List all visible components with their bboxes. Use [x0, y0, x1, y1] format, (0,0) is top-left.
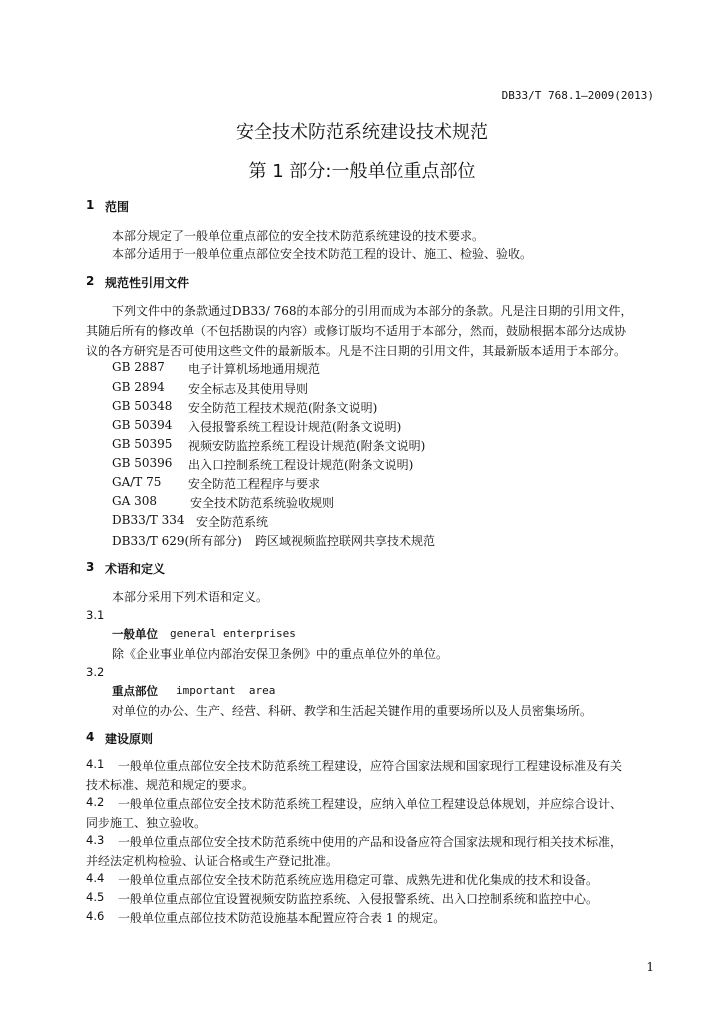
reference-code: GB 2894 — [112, 380, 165, 394]
section-4-number: 4 — [86, 730, 95, 744]
reference-code: GA/T 75 — [112, 475, 162, 489]
reference-code: DB33/T 629(所有部分) — [112, 534, 242, 548]
document-title: 安全技术防范系统建设技术规范 — [236, 122, 488, 143]
reference-code: DB33/T 334 — [112, 513, 185, 527]
reference-code: GB 50396 — [112, 456, 173, 470]
section-3-title: 术语和定义 — [105, 562, 166, 576]
section-2-title: 规范性引用文件 — [105, 276, 190, 290]
term-number: 3.2 — [86, 665, 105, 679]
reference-title: 安全防范系统 — [196, 515, 269, 529]
section-1-title: 范围 — [105, 200, 130, 214]
clause-number: 4.1 — [86, 757, 105, 771]
section-1-paragraph: 本部分适用于一般单位重点部位安全技术防范工程的设计、施工、检验、验收。 — [112, 247, 533, 261]
clause-number: 4.5 — [86, 890, 105, 904]
clause-number: 4.6 — [86, 909, 105, 923]
term-name: 重点部位 — [112, 684, 158, 698]
section-2-number: 2 — [86, 274, 95, 288]
reference-code: GB 50348 — [112, 399, 173, 413]
reference-title: 视频安防监控系统工程设计规范(附条文说明) — [188, 439, 426, 453]
term-number: 3.1 — [86, 608, 105, 622]
reference-title: 安全标志及其使用导则 — [188, 382, 309, 396]
section-3-intro: 本部分采用下列术语和定义。 — [112, 590, 269, 604]
clause-text: 一般单位重点部位安全技术防范系统工程建设，应纳入单位工程建设总体规划，并应综合设计、 — [118, 797, 623, 811]
reference-code: GB 50395 — [112, 437, 173, 451]
reference-title: 安全技术防范系统验收规则 — [190, 496, 335, 510]
reference-title: 出入口控制系统工程设计规范(附条文说明) — [188, 458, 414, 472]
clause-text: 一般单位重点部位安全技术防范系统中使用的产品和设备应符合国家法规和现行相关技术标准， — [118, 835, 623, 849]
reference-title: 电子计算机场地通用规范 — [188, 362, 321, 376]
document-subtitle: 第 1 部分:一般单位重点部位 — [248, 161, 476, 182]
clause-text: 一般单位重点部位宜设置视频安防监控系统、入侵报警系统、出入口控制系统和监控中心。 — [118, 892, 599, 906]
reference-title: 跨区域视频监控联网共享技术规范 — [255, 534, 436, 548]
section-1-paragraph: 本部分规定了一般单位重点部位的安全技术防范系统建设的技术要求。 — [112, 229, 485, 243]
section-2-paragraph-line: 其随后所有的修改单（不包括勘误的内容）或修订版均不适用于本部分，然而，鼓励根据本部分达成协 — [86, 324, 627, 338]
term-english: important area — [176, 684, 276, 697]
clause-number: 4.2 — [86, 795, 105, 809]
clause-text: 一般单位重点部位技术防范设施基本配置应符合表 1 的规定。 — [118, 911, 446, 925]
section-2-paragraph-line: 议的各方研究是否可使用这些文件的最新版本。凡是不注日期的引用文件，其最新版本适用于本部分。 — [86, 344, 627, 358]
section-2-paragraph-line: 下列文件中的条款通过DB33/ 768的本部分的引用而成为本部分的条款。凡是注日期的引用文件， — [112, 304, 633, 318]
reference-code: GB 50394 — [112, 418, 173, 432]
document-code: DB33/T 768.1—2009(2013) — [501, 89, 654, 102]
clause-text: 技术标准、规范和规定的要求。 — [86, 778, 255, 792]
reference-title: 安全防范工程技术规范(附条文说明) — [188, 401, 378, 415]
clause-text: 一般单位重点部位安全技术防范系统应选用稳定可靠、成熟先进和优化集成的技术和设备。 — [118, 873, 599, 887]
section-3-number: 3 — [86, 560, 95, 574]
reference-code: GA 308 — [112, 494, 157, 508]
reference-title: 安全防范工程程序与要求 — [188, 477, 321, 491]
clause-number: 4.3 — [86, 833, 105, 847]
section-4-title: 建设原则 — [105, 732, 154, 746]
clause-text: 同步施工、独立验收。 — [86, 816, 207, 830]
term-definition: 除《企业事业单位内部治安保卫条例》中的重点单位外的单位。 — [112, 647, 449, 661]
clause-text: 一般单位重点部位安全技术防范系统工程建设，应符合国家法规和国家现行工程建设标准及有关 — [118, 759, 623, 773]
term-name: 一般单位 — [112, 627, 158, 641]
term-english: general enterprises — [170, 627, 296, 640]
section-1-number: 1 — [86, 198, 95, 212]
reference-code: GB 2887 — [112, 360, 165, 374]
page-number: 1 — [646, 960, 654, 974]
clause-number: 4.4 — [86, 871, 105, 885]
reference-title: 入侵报警系统工程设计规范(附条文说明) — [188, 420, 402, 434]
term-definition: 对单位的办公、生产、经营、科研、教学和生活起关键作用的重要场所以及人员密集场所。 — [112, 704, 593, 718]
clause-text: 并经法定机构检验、认证合格或生产登记批准。 — [86, 854, 339, 868]
